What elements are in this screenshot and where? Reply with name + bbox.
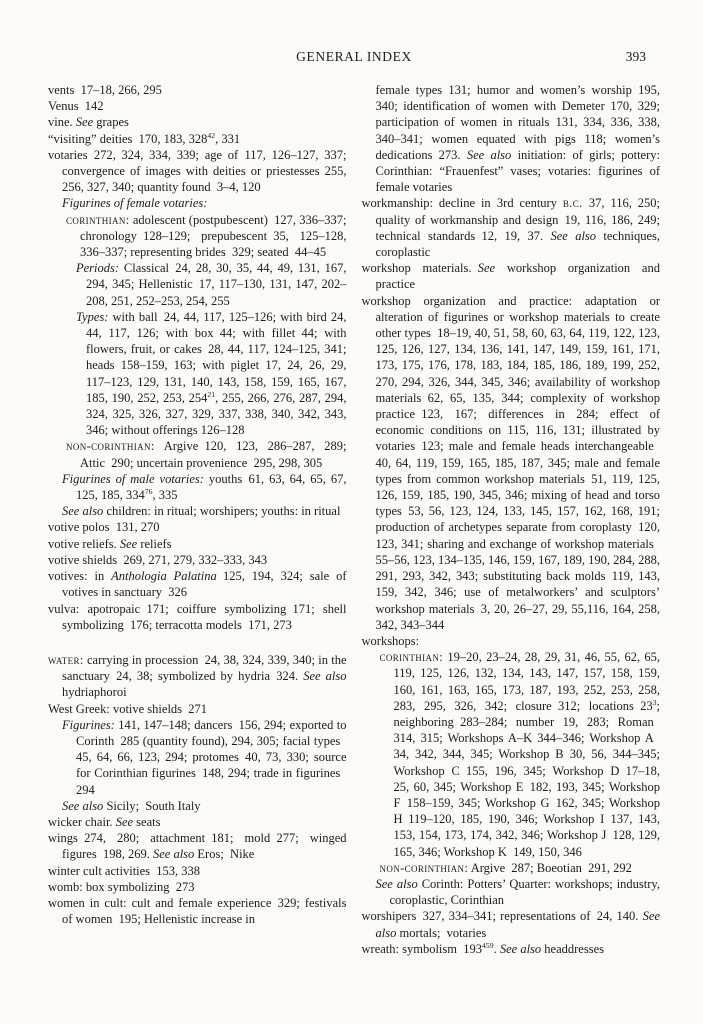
entry-text: with ball 24, 44, 117, 125–126; with bird 24, 44, 117, 126; with box 44; with fillet 44; with flowers, fruit, or cakes 28, 44, 117, 124–125, 341; heads 158–159, 163; with piglet 17, 24, 26, 29, 117–123, 129, 131, 140, 143, 158, 159, 165, 167, 185, 190, 252, 253, 254 [86,309,347,405]
entry-text: adolescent (postpubescent) 127, 336–337; chronology 128–129; prepubescent 35, 125–128, 336–337; representing brides 329; seated 44–45 [80,212,347,260]
italic-text: Figurines of female votaries: [62,196,208,211]
entry-text: reliefs [137,536,172,551]
index-entry [48,519,347,535]
entry-text: mortals; votaries [396,925,487,940]
entry-text: votive polos 131, 270 [48,520,160,535]
entry-text: votives: in [48,569,112,584]
entry-text: Sicily; South Italy [103,798,201,813]
index-entry [48,863,347,879]
index-entry [48,568,347,600]
index-entry [48,601,347,633]
index-entry [48,260,347,309]
entry-text: Eros; Nike [194,847,255,862]
italic-text: See [477,261,496,276]
entry-text: initiation: of girls; pottery: Corinthian: “Frauenfest” vases; votaries: figurines of female votaries [375,147,660,195]
entry-text: grapes [93,115,129,130]
italic-text: See also [499,941,542,956]
italic-text: Figurines: [62,717,115,732]
index-entry [48,552,347,568]
entry-text: workshop materials. [361,261,478,276]
entry-text: votive shields 269, 271, 279, 332–333, 343 [48,552,268,567]
smallcaps-label: corinthian: [66,212,130,227]
index-entry [48,309,347,439]
superscript-note: 459 [481,940,494,950]
entry-text: womb: box symbolizing 273 [48,879,195,894]
entry-text: headdresses [541,941,604,956]
entry-text: , 331 [215,131,241,146]
italic-text: See [115,814,134,829]
index-entry [362,908,661,940]
index-column-left [48,82,347,957]
index-entry [48,798,347,814]
entry-text: children: in ritual; worshipers; youths: in ritual [103,504,341,519]
section-break [48,633,347,652]
entry-text: , 255, 266, 276, 287, 294, 324, 325, 326, 327, 329, 337, 338, 340, 342, 343, 346; without offerings 126–128 [86,390,347,438]
italic-text: Anthologia Palatina [111,569,217,584]
index-entry [362,293,661,633]
entry-text: Venus 142 [48,99,104,114]
entry-text: wreath: symbolism 193 [361,941,482,956]
index-entry [48,717,347,798]
entry-text: workmanship: decline in 3rd century [361,196,563,211]
entry-text: worshipers 327, 334–341; representations of 24, 140. [361,909,643,924]
italic-text: See [119,536,138,551]
index-entry [48,895,347,927]
smallcaps-label: non-corinthian: [66,439,155,454]
italic-text: See [75,115,94,130]
entry-text: . [493,941,500,956]
index-entry [48,503,347,519]
index-entry [48,195,347,211]
index-entry [48,652,347,701]
entry-text: Argive 287; Boeotian 291, 292 [468,860,632,875]
index-entry [48,471,347,503]
entry-text: wicker chair. [48,814,116,829]
entry-text: workshop organization and practice: adaptation or alteration of figurines or workshop materials to create other types 18–19, 40, 51, 58, 60, 63, 64, 119, 122, 123, 125, 126, 127, 134, 136, 141, 147, 149, 159, 161, 171, 173, 175, 176, 178, 183, 184, 185, 186, 189, 199, 252, 270, 294, 326, 344, 345, 346; availability of workshop materials 62, 65, 135, 344; complexity of workshop practice 123, 167; differences in 284; effect of economic conditions on 115, 116, 131; illustrated by votaries 123; male and female heads interchangeable 40, 64, 119, 159, 165, 185, 187, 345; male and female types from common workshop materials 51, 119, 125, 126, 159, 185, 190, 345, 346; mixing of head and torso types 53, 56, 123, 124, 133, 145, 157, 162, 168, 191; production of archetypes separate from coroplasty 120, 123, 341; sharing and exchange of workshop materials 55–56, 123, 134–135, 146, 159, 167, 189, 190, 284, 288, 291, 293, 342, 343; substituting back molds 119, 143, 159, 342, 346; use of metalworkers’ and sculptors’ workshop materials 3, 20, 26–27, 29, 55,116, 164, 258, 342, 343–344 [361,293,660,632]
index-entry [48,438,347,470]
superscript-note: 21 [207,389,216,399]
entry-text: Classical 24, 28, 30, 35, 44, 49, 131, 167, 294, 345; Hellenistic 17, 117–130, 131, 147, 202–208, 251, 252–253, 254, 255 [86,261,347,308]
index-entry [48,830,347,862]
entry-text: workshop organization and practice [375,261,660,292]
index-column-right [362,82,661,957]
italic-text: See also [466,147,512,162]
entry-text: winter cult activities 153, 338 [48,863,201,878]
italic-text: Figurines of male votaries: [62,471,204,486]
entry-text: 19–20, 23–24, 28, 29, 31, 46, 55, 62, 65, 119, 125, 126, 132, 134, 143, 147, 157, 158, 159, 160, 161, 163, 165, 173, 187, 193, 252, 253, 258, 283, 295, 326, 342; closure 312; locations 23 [393,650,660,713]
entry-text: techniques, coroplastic [375,228,660,260]
entry-text: ; neighboring 283–284; number 19, 283; Roman 314, 315; Workshops A–K 344–346; Workshop A 34, 342, 344, 345; Workshop B 30, 56, 344–345; Workshop C 155, 196, 345; Workshop D 17–18, 25, 60, 345; Workshop E 182, 193, 345; Workshop F 158–159, 345; Workshop G 162, 345; Workshop H 119–120, 185, 190, 346; Workshop I 137, 143, 153, 154, 173, 174, 342, 346; Workshop J 128, 129, 165, 346; Workshop K 149, 150, 346 [393,698,660,859]
entry-text: 125, 194, 324; sale of votives in sanctuary 326 [62,569,347,600]
entry-text: youths 61, 63, 64, 65, 67, 125, 185, 334 [76,471,347,503]
entry-text: women in cult: cult and female experience 329; festivals of women 195; Hellenistic increase in [48,895,347,927]
index-entry [362,860,661,876]
index-entry [48,131,347,147]
entry-text: West Greek: votive shields 271 [48,701,208,716]
index-entry [48,98,347,114]
page-number: 393 [625,49,646,64]
running-title: GENERAL INDEX [296,49,412,64]
entry-text: hydriaphoroi [62,685,127,700]
entry-text: “visiting” deities 170, 183, 328 [48,131,208,146]
index-entry [48,212,347,261]
entry-text: Argive 120, 123, 286–287, 289; Attic 290; uncertain provenience 295, 298, 305 [80,439,347,470]
index-entry [362,195,661,260]
superscript-note: 42 [207,130,216,140]
entry-text: , 335 [152,488,178,503]
superscript-note: 76 [144,486,153,496]
entry-text: 37, 116, 250; quality of workmanship and design 19, 116, 186, 249; technical standards 12, 19, 37. [375,196,660,243]
superscript-note: 3 [652,697,657,707]
italic-text: See also [62,504,104,519]
index-entry [48,536,347,552]
entry-text: Corinth: Potters’ Quarter: workshops; industry, coroplastic, Corinthian [389,876,660,908]
entry-text: vine. [48,115,76,130]
smallcaps-label: b.c. [562,196,583,211]
italic-text: See also [375,876,418,891]
index-entry [48,147,347,196]
page-header [48,49,660,65]
entry-text: vulva: apotropaic 171; coiffure symbolizing 171; shell symbolizing 176; terracotta models 171, 273 [48,601,347,632]
index-entry [362,82,661,195]
italic-text: Periods: [76,261,120,276]
index-columns [48,82,660,957]
index-entry [48,82,347,98]
italic-text: See also [152,847,195,862]
italic-text: Types: [76,309,109,324]
entry-text: workshops: [361,633,420,648]
italic-text: See also [550,228,597,243]
smallcaps-label: non-corinthian: [379,860,469,875]
index-entry [362,876,661,908]
entry-text: votaries 272, 324, 334, 339; age of 117, 126–127, 337; convergence of images with deities or priestesses 255, 256, 327, 340; quantity found 3–4, 120 [48,147,347,195]
entry-text: female types 131; humor and women’s worship 195, 340; identification of women with Demeter 170, 329; participation of women in rituals 131, 334, 336, 338, 340–341; women equated with pigs 118; women’s dedications 273. [375,83,660,162]
entry-text: 141, 147–148; dancers 156, 294; exported to Corinth 285 (quantity found), 294, 305; facial types 45, 64, 66, 123, 294; protomes 40, 73, 330; source for Corinthian figurines 148, 294; trade in figurines 294 [76,717,347,797]
italic-text: See also [375,909,660,940]
index-entry [362,633,661,649]
entry-text: vents 17–18, 266, 295 [48,83,162,97]
smallcaps-label: corinthian: [379,650,444,665]
index-entry [48,814,347,830]
entry-text: wings 274, 280; attachment 181; mold 277; winged figures 198, 269. [48,831,347,862]
entry-text: seats [133,814,161,829]
smallcaps-label: water: [48,652,84,667]
entry-text: carrying in procession 24, 38, 324, 339, 340; in the sanctuary 24, 38; symbolized by hydria 324. [62,652,347,684]
entry-text: votive reliefs. [48,536,120,551]
italic-text: See also [303,669,347,684]
index-entry [362,260,661,292]
index-entry [362,941,661,957]
index-entry [48,114,347,130]
italic-text: See also [62,798,104,813]
index-entry [48,701,347,717]
index-entry [362,649,661,860]
index-entry [48,879,347,895]
